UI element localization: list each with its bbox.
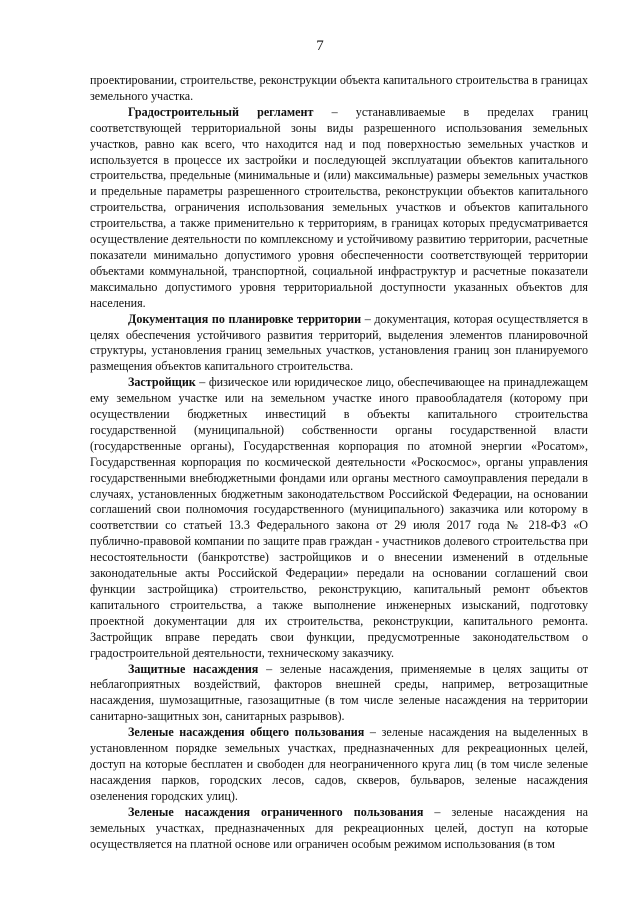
- continuation-paragraph: проектировании, строительстве, реконструкции объекта капитального строительства в границах земельного участка.: [90, 73, 588, 103]
- definition-term: Зеленые насаждения ограниченного пользования: [128, 804, 424, 819]
- definition-dokumentatsiya-po-planirovke: [90, 312, 588, 376]
- definition-gradostroitelny-reglament: [90, 105, 588, 312]
- document-body: [90, 73, 588, 852]
- definition-term: Зеленые насаждения общего пользования: [128, 725, 365, 740]
- definition-text: – зеленые насаждения на выделенных в установленном порядке земельных участках, предназначенных для рекреационных целей, доступ на которые бесплатен и свободен для неограниченного круга лиц (в том числе зеленые насаждения парков, городских лесов, садов, скверов, бульваров, зеленые насаждения озеленения городских улиц).: [90, 725, 588, 803]
- definition-term: Градостроительный регламент: [128, 104, 314, 119]
- definition-zastroyshchik: [90, 375, 588, 661]
- definition-zashchitnye-nasazhdeniya: [90, 662, 588, 726]
- definition-zelenye-nasazhdeniya-obshchego: [90, 725, 588, 805]
- definition-zelenye-nasazhdeniya-ogranichennogo: [90, 805, 588, 853]
- definition-term: Защитные насаждения: [128, 661, 259, 676]
- definition-term: Документация по планировке территории: [128, 311, 362, 326]
- definition-text: – физическое или юридическое лицо, обеспечивающее на принадлежащем ему земельном участке или на земельном участке иного правообладателя (которому при осуществлении бюджетных инвестиций в объекты капитального строительства государственной (муниципальной) собственности органы государственной власти (государственные органы), Государственная корпорация по атомной энергии «Росатом», Государственная корпорация по космической деятельности «Роскосмос», органы управления государственными внебюджетными фондами или органы местного самоуправления передали в случаях, установленных бюджетным законодательством Российской Федерации, на основании соглашений свои полномочия государственного (муниципального) заказчика или которому в соответствии со статьей 13.3 Федерального закона от 29 июля 2017 года № 218-ФЗ «О публично-правовой компании по защите прав граждан - участников долевого строительства при несостоятельности (банкротстве) застройщиков и о внесении изменений в отдельные законодательные акты Российской Федерации» передали на основании соглашений свои функции застройщика) строительство, реконструкцию, капитальный ремонт объектов капитального строительства, а также выполнение инженерных изысканий, подготовку проектной документации для их строительства, реконструкции, капитального ремонта. Застройщик вправе передать свои функции, предусмотренные законодательством о градостроительной деятельности, техническому заказчику.: [90, 375, 588, 660]
- definition-text: – устанавливаемые в пределах границ соответствующей территориальной зоны виды разрешенного использования земельных участков, равно как всего, что находится над и под поверхностью земельных участков и используется в процессе их застройки и последующей эксплуатации объектов капитального строительства, предельные (минимальные и (или) максимальные) размеры земельных участков и предельные параметры разрешенного строительства, реконструкции объектов капитального строительства, ограничения использования земельных участков и объектов капитального строительства, а также применительно к территориям, в границах которых предусматривается осуществление деятельности по комплексному и устойчивому развитию территории, расчетные показатели минимально допустимого уровня обеспеченности соответствующей территории объектами коммунальной, транспортной, социальной инфраструктур и расчетные показатели максимально допустимого уровня территориальной доступности указанных объектов для населения.: [90, 104, 588, 310]
- definition-text: – зеленые насаждения на земельных участках, предназначенных для рекреационных целей, доступ на которые осуществляется на платной основе или ограничен особым режимом использования (в том: [90, 804, 588, 851]
- definition-term: Застройщик: [128, 375, 196, 390]
- definition-text: – зеленые насаждения, применяемые в целях защиты от неблагоприятных воздействий, факторов внешней среды, например, ветрозащитные насаждения, шумозащитные, газозащитные (в том числе зеленые насаждения на территории санитарно-защитных зон, санитарных разрывов).: [90, 661, 588, 724]
- page-number: 7: [316, 38, 324, 54]
- definition-text: – документация, которая осуществляется в целях обеспечения устойчивого развития территорий, выделения элементов планировочной структуры, установления границ земельных участков, установления границ зон планируемого размещения объектов капитального строительства.: [90, 311, 588, 374]
